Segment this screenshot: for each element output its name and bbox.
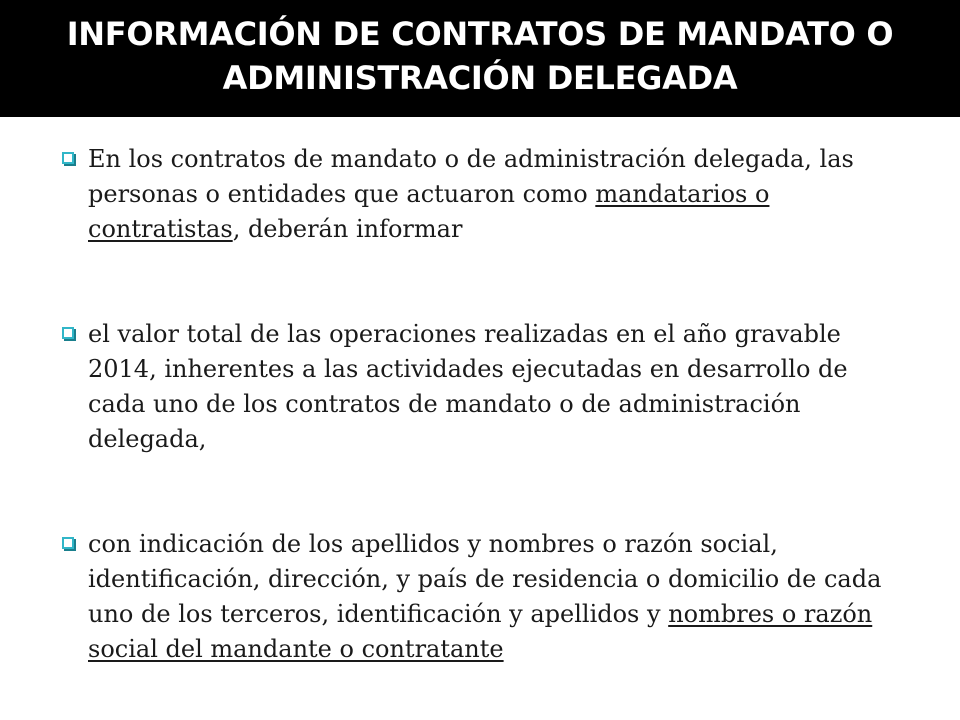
- hollow-square-bullet-icon: [62, 327, 74, 339]
- bullet-item-2: [62, 317, 912, 457]
- bullet-1-text: En los contratos de mandato o de administración delegada, las personas o entidades que actuaron como: [88, 145, 854, 208]
- bullet-1-text-end: , deberán informar: [232, 215, 463, 243]
- title-bar: [0, 0, 960, 117]
- slide-body: [62, 142, 912, 667]
- bullet-item-1: [62, 142, 912, 247]
- bullet-2-text: el valor total de las operaciones realizadas en el año gravable 2014, inherentes a las actividades ejecutadas en desarrollo de cada uno de los contratos de mandato o de administración delegada,: [88, 320, 848, 453]
- bullet-3-text: con indicación de los apellidos y nombres o razón social, identificación, dirección, y país de residencia o domicilio de cada uno de los terceros, identificación y apellidos y: [88, 530, 882, 628]
- bullet-1-underlined-text: mandatarios o contratistas: [88, 180, 770, 243]
- slide-title-line-1: INFORMACIÓN DE CONTRATOS DE MANDATO O: [66, 15, 894, 53]
- slide-title-line-2: ADMINISTRACIÓN DELEGADA: [222, 59, 738, 97]
- hollow-square-bullet-icon: [62, 537, 74, 549]
- bullet-3-underlined-text: nombres o razón social del mandante o contratante: [88, 600, 873, 663]
- hollow-square-bullet-icon: [62, 152, 74, 164]
- slide-title: [0, 12, 960, 100]
- bullet-item-3: [62, 527, 912, 667]
